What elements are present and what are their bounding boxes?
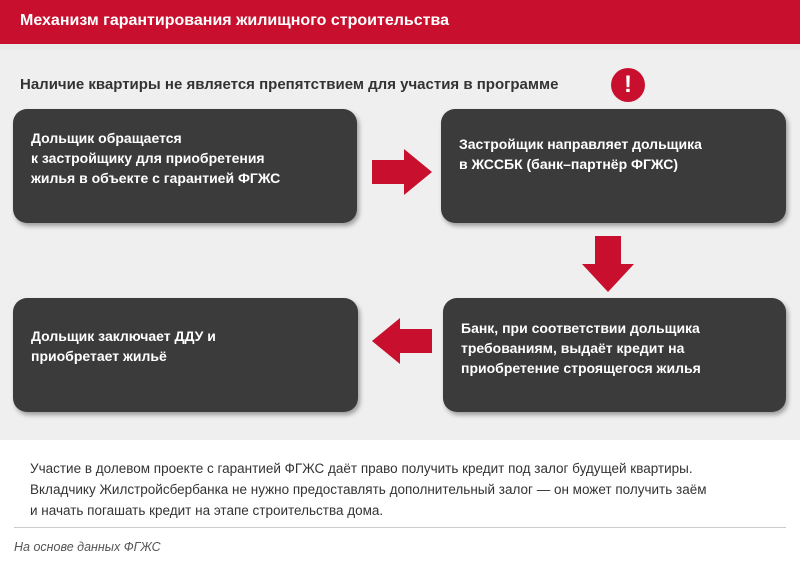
step-3-box bbox=[443, 298, 786, 412]
step-4-line-2: приобретает жильё bbox=[31, 348, 167, 364]
step-1-line-3: жилья в объекте с гарантией ФГЖС bbox=[31, 170, 281, 186]
header-bar bbox=[0, 0, 800, 50]
step-2-line-2: в ЖССБК (банк–партнёр ФГЖС) bbox=[459, 156, 678, 172]
step-3-line-2: требованиям, выдаёт кредит на bbox=[461, 340, 685, 356]
arrow-right-icon bbox=[372, 149, 432, 195]
step-4-line-1: Дольщик заключает ДДУ и bbox=[31, 328, 216, 344]
step-1-box bbox=[13, 109, 357, 223]
step-3-line-1: Банк, при соответствии дольщика bbox=[461, 320, 700, 336]
subtitle: Наличие квартиры не является препятствием для участия в программе bbox=[20, 76, 559, 93]
arrow-left-icon bbox=[372, 318, 432, 364]
description-line-2: Вкладчику Жилстройсбербанка не нужно предоставлять дополнительный залог — он может получить заём bbox=[30, 482, 707, 497]
step-1-line-1: Дольщик обращается bbox=[31, 130, 182, 146]
description-line-1: Участие в долевом проекте с гарантией ФГЖС даёт право получить кредит под залог будущей квартиры. bbox=[30, 461, 693, 476]
step-3-line-3: приобретение строящегося жилья bbox=[461, 360, 701, 376]
exclamation-icon: ! bbox=[611, 68, 645, 102]
description-text bbox=[30, 458, 780, 521]
description-line-3: и начать погашать кредит на этапе строительства дома. bbox=[30, 503, 384, 518]
divider bbox=[14, 527, 786, 528]
step-1-line-2: к застройщику для приобретения bbox=[31, 150, 265, 166]
step-2-box bbox=[441, 109, 786, 223]
step-2-line-1: Застройщик направляет дольщика bbox=[459, 136, 702, 152]
header-title: Механизм гарантирования жилищного строительства bbox=[20, 12, 449, 29]
step-4-box bbox=[13, 298, 358, 412]
source-note: На основе данных ФГЖС bbox=[14, 540, 161, 554]
arrow-down-icon bbox=[582, 236, 634, 292]
